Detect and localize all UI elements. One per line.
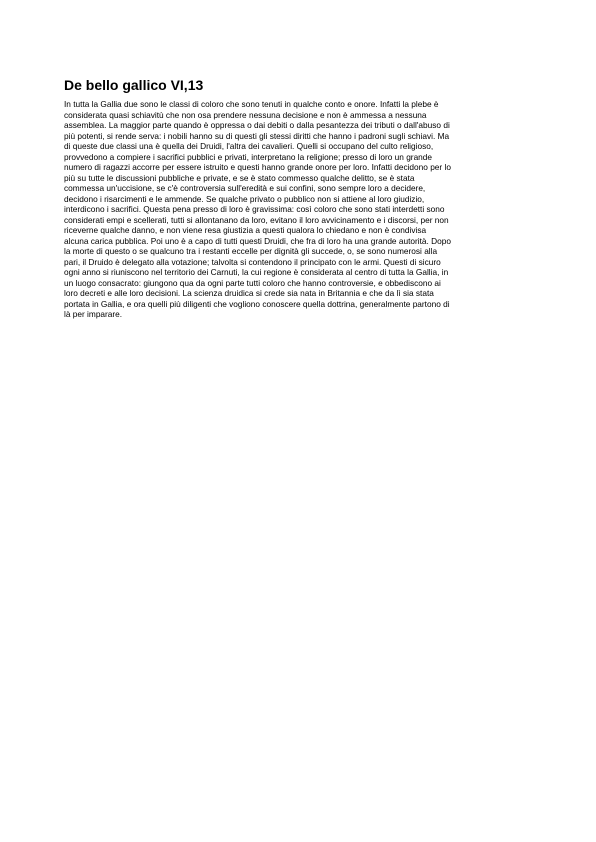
body-line: considerata quasi schiavitù che non osa prendere nessuna decisione e non è ammessa a nessuna <box>64 109 427 120</box>
body-line: la morte di questo o se qualcuno tra i restanti eccelle per dignità gli succede, o, se sono numerosi alla <box>64 246 438 256</box>
body-line: più potenti, si rende serva: i nobili hanno su di questi gli stessi diritti che hanno i padroni sugli schiavi. Ma <box>64 130 450 141</box>
body-line: ogni anno si riuniscono nel territorio dei Carnuti, la cui regione è considerata al centro di tutta la Gallia, in <box>64 267 449 277</box>
body-line: pari, il Druido è delegato alla votazione; talvolta si contendono il principato con le armi. Questi di sicuro <box>64 256 441 267</box>
body-line: assemblea. La maggior parte quando è oppressa o dai debiti o dalla pesantezza dei tributi o dall'abuso di <box>64 120 450 130</box>
body-line: un luogo consacrato: giungono qua da ogni parte tutti coloro che hanno controversie, e obbediscono ai <box>64 277 441 288</box>
document-body <box>64 99 451 320</box>
body-line: considerati empi e scellerati, tutti si allontanano da loro, evitano il loro avvicinamento e i discorsi, per non <box>64 214 449 225</box>
body-line: In tutta la Gallia due sono le classi di coloro che sono tenuti in qualche conto e onore. Infatti la plebe è <box>64 99 439 109</box>
body-line: portata in Gallia, e ora quelli più diligenti che vogliono conoscere quella dottrina, generalmente partono di <box>64 298 450 309</box>
document-title: De bello gallico VI,13 <box>64 77 204 93</box>
body-line: provvedono a compiere i sacrifici pubblici e privati, interpretano la religione; presso di loro un grande <box>64 151 433 162</box>
body-line: interdicono i sacrifici. Questa pena presso di loro è gravissima: così coloro che sono stati interdetti sono <box>64 204 445 214</box>
body-line: riceverne qualche danno, e non viene resa giustizia a questi qualora lo chiedano e non è condivisa <box>64 225 427 235</box>
body-line: di queste due classi una è quella dei Druidi, l'altra dei cavalieri. Quelli si occupano del culto religioso, <box>64 141 434 151</box>
body-line: più su tutte le discussioni pubbliche e private, e se è stato commesso qualche delitto, se è stata <box>64 172 415 183</box>
body-line: commessa un'uccisione, se c'è controversia sull'eredità e sui confini, sono sempre loro a decidere, <box>64 183 426 193</box>
body-line: là per imparare. <box>64 309 123 319</box>
body-line: decidono i risarcimenti e le ammende. Se qualche privato o pubblico non si attiene al loro giudizio, <box>64 193 425 204</box>
body-line: loro decreti e alle loro decisioni. La scienza druidica si crede sia nata in Britannia e che da lì sia stata <box>64 288 434 298</box>
body-line: numero di ragazzi accorre per essere istruito e questi hanno grande onore per loro. Infatti decidono per lo <box>64 162 451 172</box>
body-line: alcuna carica pubblica. Poi uno è a capo di tutti questi Druidi, che fra di loro ha una grande autorità. Dopo <box>64 235 451 246</box>
